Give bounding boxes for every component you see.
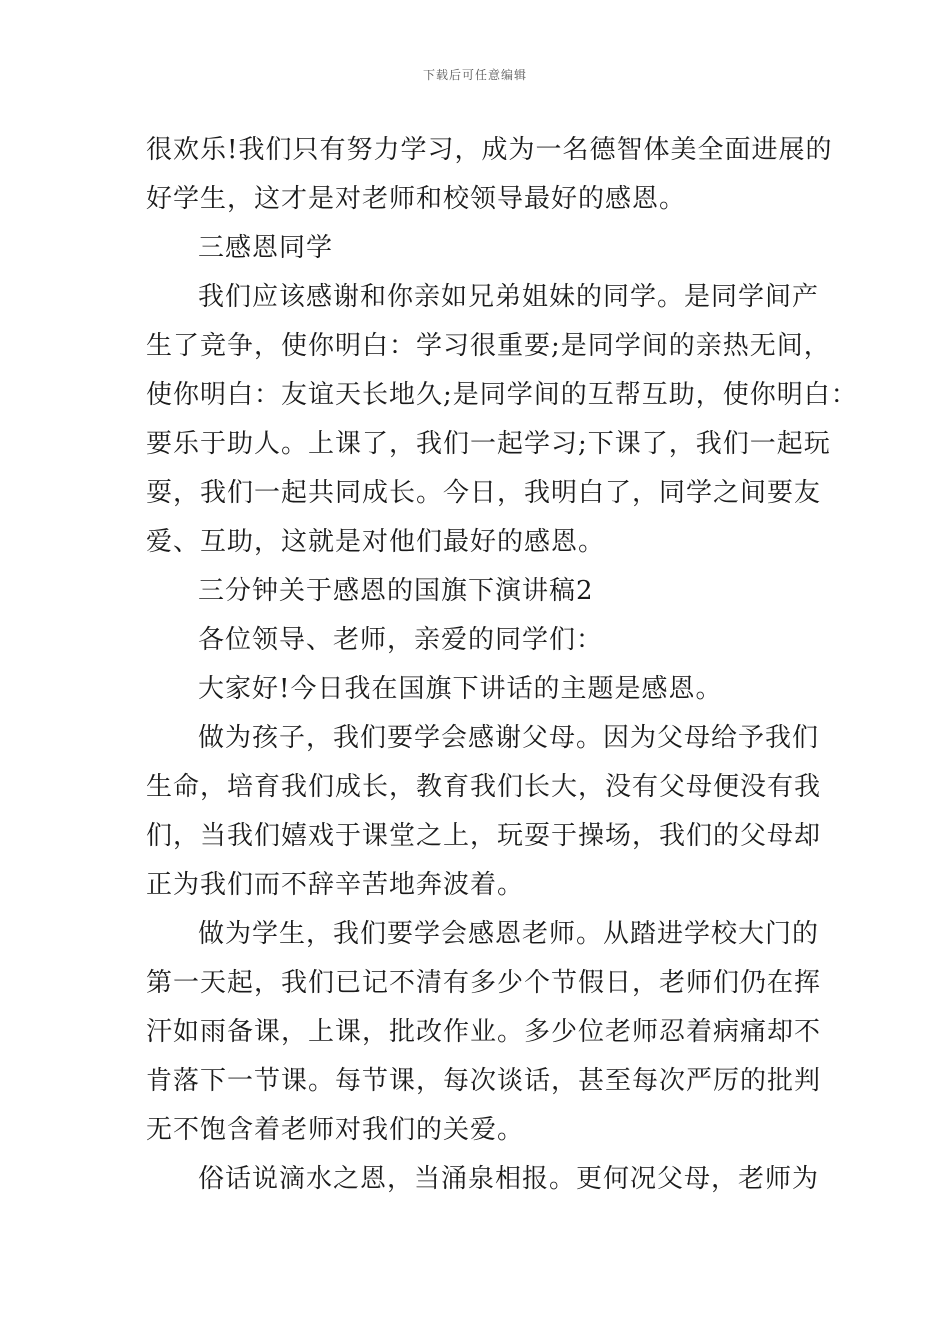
section-heading: 三感恩同学 [198,233,334,263]
text-line: 无不饱含着老师对我们的关爱。 [146,1115,525,1145]
text-line: 耍，我们一起共同成长。今日，我明白了，同学之间要友 [146,478,822,508]
text-line: 使你明白：友谊天长地久;是同学间的互帮互助，使你明白： [146,380,858,410]
text-line: 第一天起，我们已记不清有多少个节假日，老师们仍在挥 [146,968,822,998]
text-line: 做为学生，我们要学会感恩老师。从踏进学校大门的 [198,919,820,949]
text-line: 爱、互助，这就是对他们最好的感恩。 [146,527,606,557]
text-line: 做为孩子，我们要学会感谢父母。因为父母给予我们 [198,723,820,753]
text-line: 很欢乐!我们只有努力学习，成为一名德智体美全面进展的 [146,135,833,165]
text-line: 正为我们而不辞辛苦地奔波着。 [146,870,525,900]
text-line: 好学生，这才是对老师和校领导最好的感恩。 [146,184,687,214]
document-body [146,126,858,1204]
text-line: 生了竞争，使你明白：学习很重要;是同学间的亲热无间， [146,331,831,361]
text-line: 生命，培育我们成长，教育我们长大，没有父母便没有我 [146,772,822,802]
text-line: 我们应该感谢和你亲如兄弟姐妹的同学。是同学间产 [198,282,820,312]
text-line: 俗话说滴水之恩，当涌泉相报。更何况父母，老师为 [198,1164,820,1194]
text-line: 们，当我们嬉戏于课堂之上，玩耍于操场，我们的父母却 [146,821,822,851]
salutation: 各位领导、老师，亲爱的同学们： [198,625,604,655]
header-note: 下载后可任意编辑 [422,68,527,82]
text-line: 汗如雨备课，上课，批改作业。多少位老师忍着病痛却不 [146,1017,822,1047]
document-title: 三分钟关于感恩的国旗下演讲稿2 [198,576,594,606]
text-line: 肯落下一节课。每节课，每次谈话，甚至每次严厉的批判 [146,1066,822,1096]
text-line: 要乐于助人。上课了，我们一起学习;下课了，我们一起玩 [146,429,831,459]
text-line: 大家好!今日我在国旗下讲话的主题是感恩。 [198,674,723,704]
